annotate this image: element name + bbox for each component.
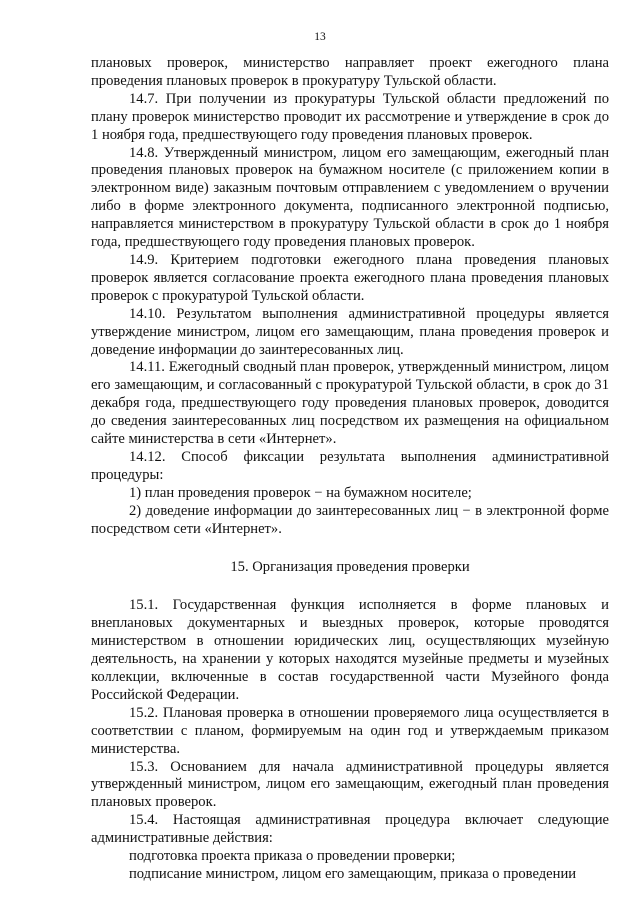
paragraph: плановых проверок, министерство направляет проект ежегодного плана проведения плановых проверок в прокуратуру Тульской области. — [91, 55, 609, 89]
section-15-paragraphs — [91, 597, 609, 884]
paragraph: 14.8. Утвержденный министром, лицом его замещающим, ежегодный план проведения плановых проверок на бумажном носителе (с приложением копии в электронном виде) заказным почтовым отправлением с уведомлением о вручении либо в форме электронного документа, подписанного электронной подписью, направляется министерством в прокуратуру Тульской области в срок до 1 ноября года, предшествующего году проведения плановых проверок. — [91, 144, 609, 251]
section-title: 15. Организация проведения проверки — [230, 559, 470, 576]
paragraph: 2) доведение информации до заинтересованных лиц − в электронной форме посредством сети «Интернет». — [91, 502, 609, 537]
paragraph: 14.7. При получении из прокуратуры Тульской области предложений по плану проверок министерство проводит их рассмотрение и утверждение в срок до 1 ноября года, предшествующего году проведения плановых проверок. — [91, 90, 609, 143]
paragraph: 15.1. Государственная функция исполняется в форме плановых и внеплановых документарных и выездных проверок, которые проводятся министерством в отношении юридических лиц, осуществляющих музейную деятельность, на хранении у которых находятся музейные предметы и музейных коллекции, включенные в состав государственной части Музейного фонда Российской Федерации. — [91, 597, 609, 703]
paragraph: 14.12. Способ фиксации результата выполнения административной процедуры: — [91, 448, 609, 483]
paragraph: подготовка проекта приказа о проведении проверки; — [129, 848, 456, 865]
paragraph: 15.4. Настоящая административная процедура включает следующие административные действия: — [91, 812, 609, 847]
paragraph: 14.9. Критерием подготовки ежегодного плана проведения плановых проверок является согласование проекта ежегодного плана проведения плановых проверок с прокуратурой Тульской области. — [91, 251, 609, 304]
paragraph: 14.11. Ежегодный сводный план проверок, утвержденный министром, лицом его замещающим, и согласованный с прокуратурой Тульской области, в срок до 31 декабря года, предшествующего году проведения плановых проверок, доводится до сведения заинтересованных лиц посредством их размещения на официальном сайте министерства в сети «Интернет». — [91, 359, 609, 448]
paragraph: 1) план проведения проверок − на бумажном носителе; — [129, 484, 472, 501]
paragraph: подписание министром, лицом его замещающим, приказа о проведении — [129, 865, 577, 882]
section-14-paragraphs — [91, 55, 609, 538]
paragraph: 15.2. Плановая проверка в отношении проверяемого лица осуществляется в соответствии с планом, формируемым на один год и утверждаемым приказом министерства. — [91, 704, 609, 757]
document-body — [91, 55, 609, 884]
paragraph: 15.3. Основанием для начала административной процедуры является утвержденный министром, лицом его замещающим, ежегодный план проведения плановых проверок. — [91, 758, 609, 811]
paragraph: 14.10. Результатом выполнения административной процедуры является утверждение министром, лицом его замещающим, плана проведения проверок и доведение информации до заинтересованных лиц. — [91, 305, 609, 358]
page-number: 13 — [314, 31, 326, 43]
